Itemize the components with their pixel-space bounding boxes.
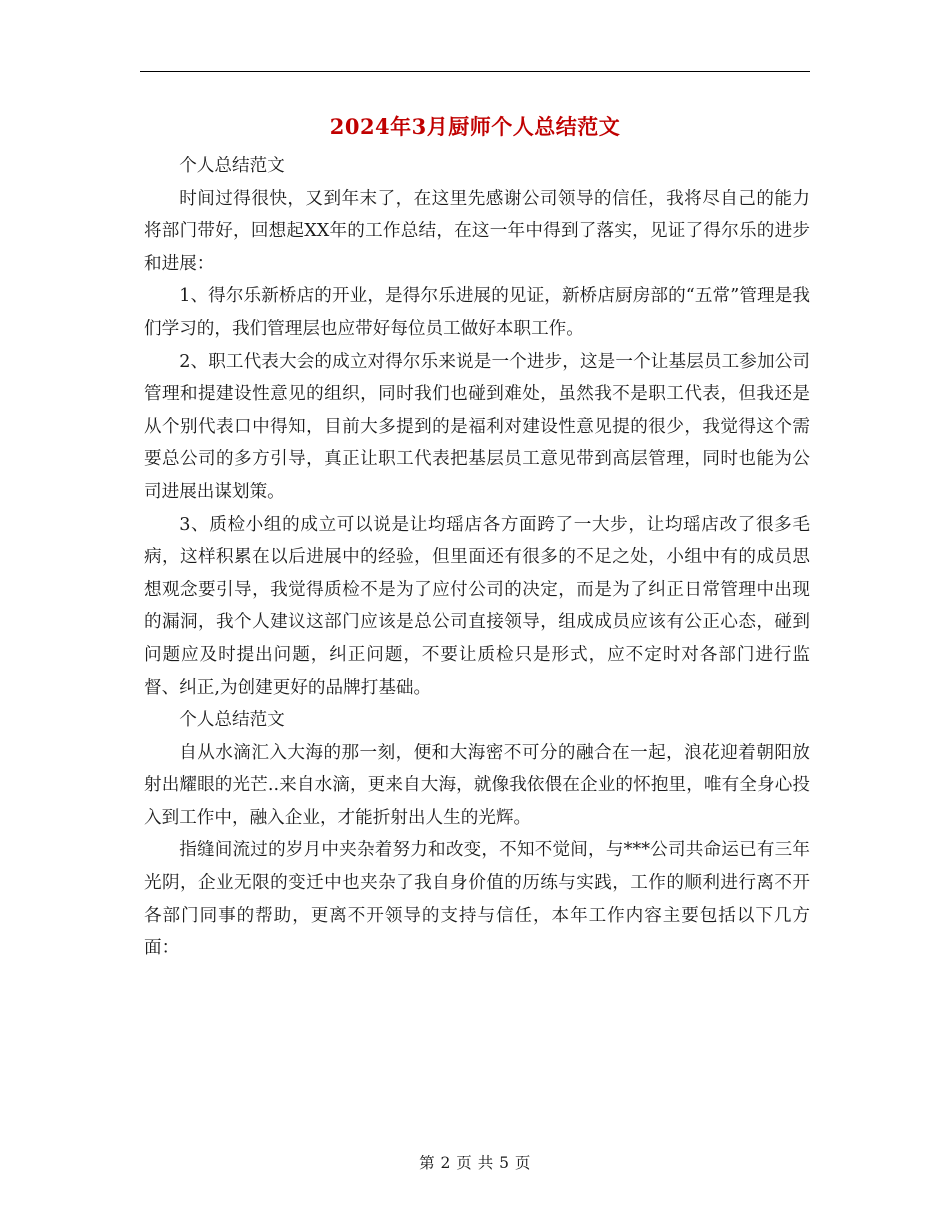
paragraph: 3、质检小组的成立可以说是让均瑶店各方面跨了一大步，让均瑶店改了很多毛病，这样积累在以后进展中的经验，但里面还有很多的不足之处，小组中有的成员思想观念要引导，我觉得质检不是为了应付公司的决定，而是为了纠正日常管理中出现的漏洞，我个人建议这部门应该是总公司直接领导，组成成员应该有公正心态，碰到问题应及时提出问题，纠正问题，不要让质检只是形式，应不定时对各部门进行监督、纠正,为创建更好的品牌打基础。 [144, 514, 810, 698]
page-number-footer: 第 2 页 共 5 页 [419, 1154, 531, 1172]
header-rule [140, 71, 810, 72]
paragraph: 2、职工代表大会的成立对得尔乐来说是一个进步，这是一个让基层员工参加公司管理和提建设性意见的组织，同时我们也碰到难处，虽然我不是职工代表，但我还是从个别代表口中得知，目前大多提到的是福利对建设性意见提的很少，我觉得这个需要总公司的多方引导，真正让职工代表把基层员工意见带到高层管理，同时也能为公司进展出谋划策。 [144, 351, 810, 502]
paragraph: 时间过得很快，又到年末了，在这里先感谢公司领导的信任，我将尽自己的能力将部门带好，回想起XX年的工作总结，在这一年中得到了落实，见证了得尔乐的进步和进展： [144, 188, 810, 274]
paragraph: 自从水滴汇入大海的那一刻，便和大海密不可分的融合在一起，浪花迎着朝阳放射出耀眼的光芒..来自水滴，更来自大海，就像我依偎在企业的怀抱里，唯有全身心投入到工作中，融入企业，才能折射出人生的光辉。 [144, 742, 810, 828]
section-heading: 个人总结范文 [179, 156, 285, 176]
paragraph: 指缝间流过的岁月中夹杂着努力和改变，不知不觉间，与***公司共命运已有三年光阴，企业无限的变迁中也夹杂了我自身价值的历练与实践，工作的顺利进行离不开各部门同事的帮助，更离不开领导的支持与信任，本年工作内容主要包括以下几方面： [144, 840, 810, 959]
paragraph: 1、得尔乐新桥店的开业，是得尔乐进展的见证，新桥店厨房部的“五常”管理是我们学习的，我们管理层也应带好每位员工做好本职工作。 [144, 286, 810, 339]
document-title: 2024年3月厨师个人总结范文 [329, 114, 621, 139]
section-heading: 个人总结范文 [179, 710, 285, 731]
document-body [144, 150, 810, 965]
